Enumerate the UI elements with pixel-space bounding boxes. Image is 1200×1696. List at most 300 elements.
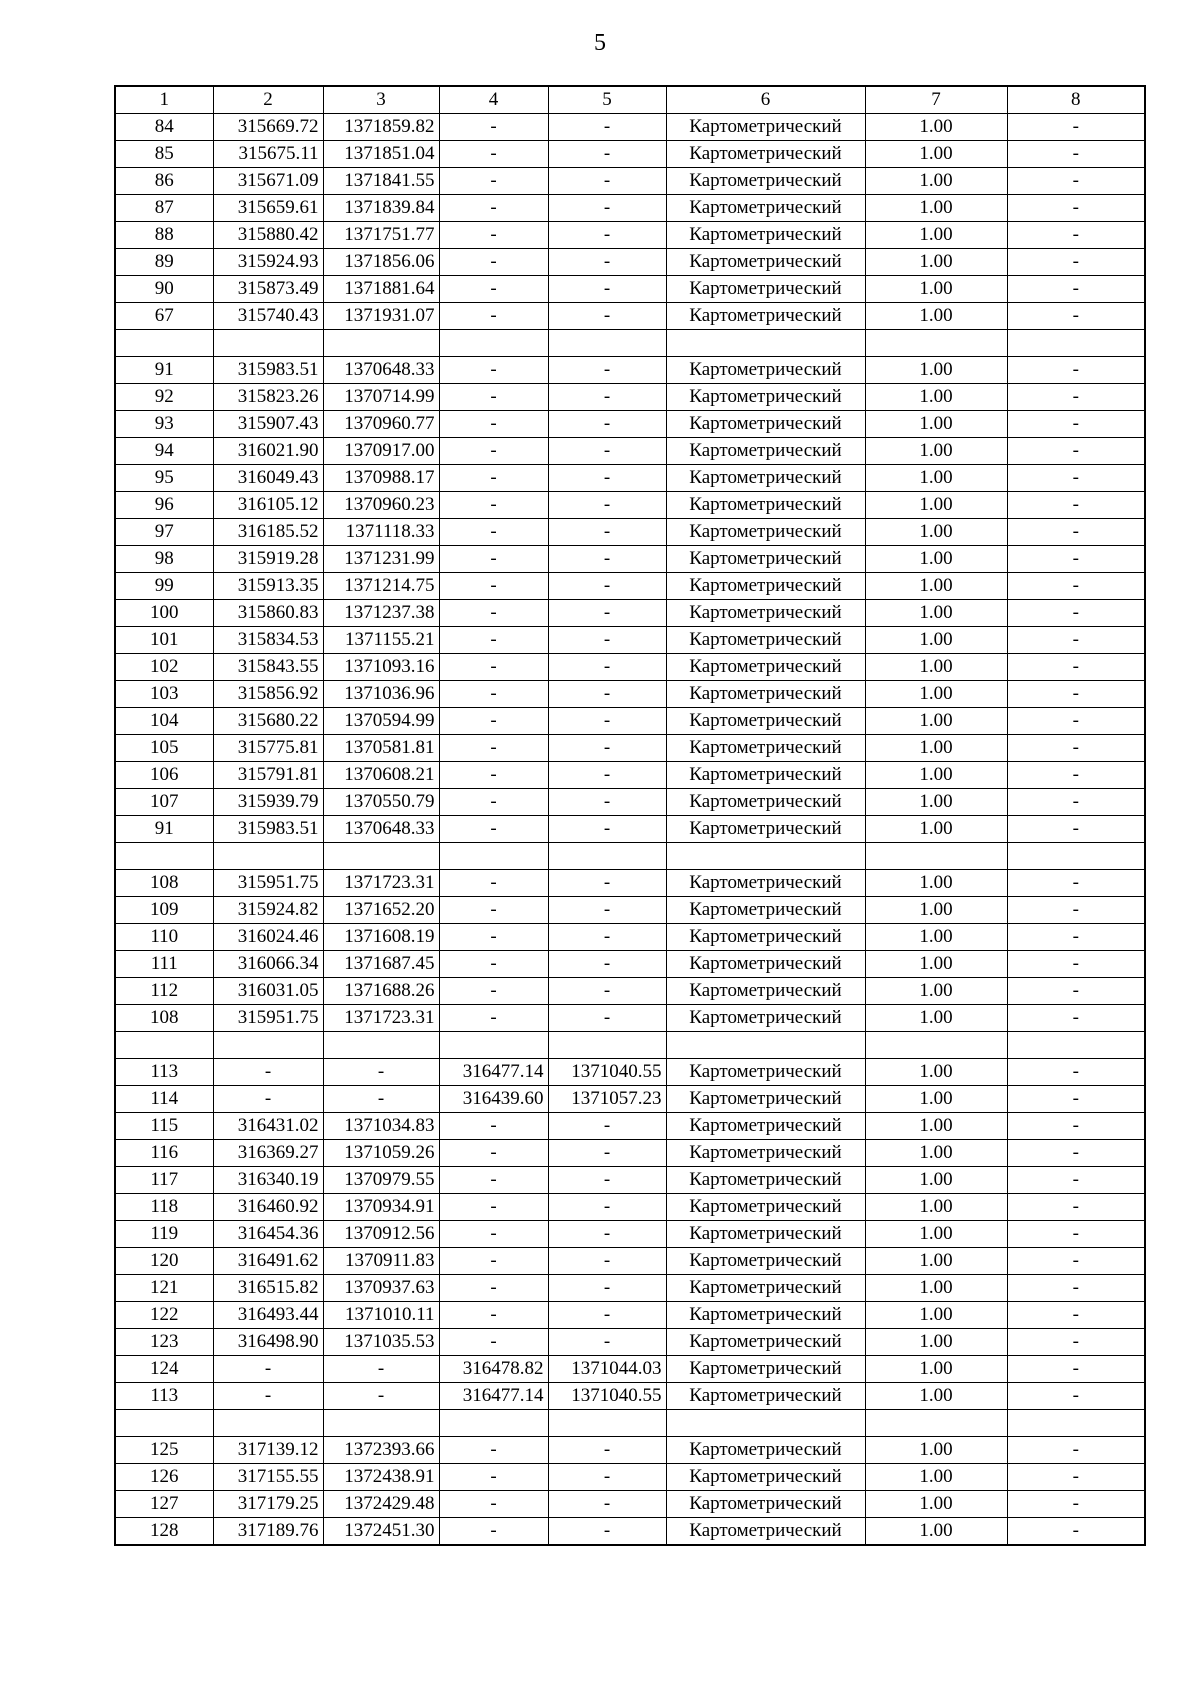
table-cell: 114 xyxy=(115,1086,213,1113)
table-cell: 1.00 xyxy=(865,789,1007,816)
table-cell: 316493.44 xyxy=(213,1302,323,1329)
table-cell: 315659.61 xyxy=(213,195,323,222)
table-cell: 118 xyxy=(115,1194,213,1221)
table-cell: 1371214.75 xyxy=(323,573,439,600)
table-cell: Картометрический xyxy=(666,249,865,276)
table-cell xyxy=(548,1410,666,1437)
table-cell xyxy=(1007,1032,1145,1059)
table-cell: 100 xyxy=(115,600,213,627)
table-cell: 101 xyxy=(115,627,213,654)
table-cell: - xyxy=(439,465,548,492)
table-row xyxy=(115,924,1145,951)
table-cell: 316340.19 xyxy=(213,1167,323,1194)
table-cell: - xyxy=(548,1248,666,1275)
separator-row xyxy=(115,843,1145,870)
table-cell: 1.00 xyxy=(865,384,1007,411)
table-cell: - xyxy=(1007,1248,1145,1275)
table-cell xyxy=(213,1410,323,1437)
table-cell: - xyxy=(1007,1518,1145,1546)
table-cell: 110 xyxy=(115,924,213,951)
table-row xyxy=(115,492,1145,519)
table-cell: 1370608.21 xyxy=(323,762,439,789)
table-cell: 1371036.96 xyxy=(323,681,439,708)
table-cell: - xyxy=(1007,1059,1145,1086)
table-cell: - xyxy=(439,546,548,573)
table-cell: Картометрический xyxy=(666,438,865,465)
table-cell: 316439.60 xyxy=(439,1086,548,1113)
table-cell: - xyxy=(439,195,548,222)
table-cell xyxy=(666,1032,865,1059)
table-cell: 1372393.66 xyxy=(323,1437,439,1464)
table-cell: 86 xyxy=(115,168,213,195)
table-cell xyxy=(1007,1410,1145,1437)
table-row xyxy=(115,303,1145,330)
table-cell xyxy=(548,1032,666,1059)
table-cell: 1.00 xyxy=(865,222,1007,249)
table-cell: 315823.26 xyxy=(213,384,323,411)
table-cell: 103 xyxy=(115,681,213,708)
table-row xyxy=(115,411,1145,438)
table-cell: 106 xyxy=(115,762,213,789)
table-cell: Картометрический xyxy=(666,600,865,627)
table-cell: Картометрический xyxy=(666,384,865,411)
table-cell: - xyxy=(439,411,548,438)
table-row xyxy=(115,600,1145,627)
separator-row xyxy=(115,330,1145,357)
table-row xyxy=(115,1437,1145,1464)
table-cell: - xyxy=(1007,1491,1145,1518)
table-cell: 316491.62 xyxy=(213,1248,323,1275)
table-row xyxy=(115,816,1145,843)
table-row xyxy=(115,519,1145,546)
table-cell: 117 xyxy=(115,1167,213,1194)
table-cell: 1371231.99 xyxy=(323,546,439,573)
table-cell: 93 xyxy=(115,411,213,438)
table-cell: 1.00 xyxy=(865,1518,1007,1546)
table-cell: 1.00 xyxy=(865,1302,1007,1329)
table-cell: 1372429.48 xyxy=(323,1491,439,1518)
table-cell xyxy=(115,1410,213,1437)
table-cell: 113 xyxy=(115,1383,213,1410)
table-cell: - xyxy=(1007,681,1145,708)
table-cell: 122 xyxy=(115,1302,213,1329)
table-cell: 1.00 xyxy=(865,627,1007,654)
table-cell: 1371010.11 xyxy=(323,1302,439,1329)
table-cell: Картометрический xyxy=(666,141,865,168)
table-cell: 1370988.17 xyxy=(323,465,439,492)
table-cell: Картометрический xyxy=(666,1275,865,1302)
table-cell: 1371237.38 xyxy=(323,600,439,627)
table-cell: Картометрический xyxy=(666,708,865,735)
table-cell: Картометрический xyxy=(666,1140,865,1167)
table-cell: - xyxy=(439,438,548,465)
table-cell: 113 xyxy=(115,1059,213,1086)
table-cell: 92 xyxy=(115,384,213,411)
table-cell xyxy=(323,330,439,357)
table-cell: 1.00 xyxy=(865,168,1007,195)
table-cell: - xyxy=(1007,1275,1145,1302)
table-cell: 1.00 xyxy=(865,1464,1007,1491)
table-cell: 1371751.77 xyxy=(323,222,439,249)
table-cell: - xyxy=(548,816,666,843)
table-cell: 315671.09 xyxy=(213,168,323,195)
table-cell: 128 xyxy=(115,1518,213,1546)
table-cell: 102 xyxy=(115,654,213,681)
table-cell: Картометрический xyxy=(666,870,865,897)
table-row xyxy=(115,357,1145,384)
table-cell: - xyxy=(1007,546,1145,573)
table-cell xyxy=(115,330,213,357)
table-cell: 87 xyxy=(115,195,213,222)
table-cell: Картометрический xyxy=(666,1059,865,1086)
table-cell: - xyxy=(439,1248,548,1275)
table-row xyxy=(115,1194,1145,1221)
table-cell: - xyxy=(439,924,548,951)
table-cell: - xyxy=(548,762,666,789)
table-cell: - xyxy=(548,1167,666,1194)
table-cell: 1.00 xyxy=(865,1005,1007,1032)
table-cell: - xyxy=(548,600,666,627)
table-cell: - xyxy=(548,384,666,411)
table-cell: 1371040.55 xyxy=(548,1059,666,1086)
table-cell: - xyxy=(1007,1194,1145,1221)
table-cell: - xyxy=(548,1437,666,1464)
table-row xyxy=(115,1005,1145,1032)
table-cell: Картометрический xyxy=(666,816,865,843)
table-cell: 1371723.31 xyxy=(323,1005,439,1032)
table-cell: 90 xyxy=(115,276,213,303)
table-cell xyxy=(439,330,548,357)
table-cell: 316049.43 xyxy=(213,465,323,492)
table-row xyxy=(115,951,1145,978)
table-row xyxy=(115,897,1145,924)
table-cell: Картометрический xyxy=(666,681,865,708)
table-cell: 315740.43 xyxy=(213,303,323,330)
table-cell: 316021.90 xyxy=(213,438,323,465)
table-cell: - xyxy=(548,438,666,465)
table-cell: - xyxy=(1007,1329,1145,1356)
table-cell: - xyxy=(548,708,666,735)
table-cell: Картометрический xyxy=(666,762,865,789)
table-cell xyxy=(213,330,323,357)
table-row xyxy=(115,1221,1145,1248)
table-cell: - xyxy=(439,1302,548,1329)
table-cell: - xyxy=(213,1059,323,1086)
table-cell: - xyxy=(548,681,666,708)
table-cell: 91 xyxy=(115,357,213,384)
table-cell: 1.00 xyxy=(865,1167,1007,1194)
table-cell: 315983.51 xyxy=(213,357,323,384)
table-cell: - xyxy=(439,654,548,681)
table-cell: - xyxy=(548,627,666,654)
table-cell: - xyxy=(439,1329,548,1356)
table-cell: Картометрический xyxy=(666,1005,865,1032)
table-cell: 111 xyxy=(115,951,213,978)
table-cell: Картометрический xyxy=(666,1167,865,1194)
table-cell: 84 xyxy=(115,114,213,141)
table-cell: 315939.79 xyxy=(213,789,323,816)
table-cell: - xyxy=(439,816,548,843)
table-cell: Картометрический xyxy=(666,1302,865,1329)
table-cell: 315775.81 xyxy=(213,735,323,762)
table-cell: Картометрический xyxy=(666,789,865,816)
table-cell: - xyxy=(1007,897,1145,924)
table-cell: - xyxy=(1007,1383,1145,1410)
table-cell: 317189.76 xyxy=(213,1518,323,1546)
table-row xyxy=(115,1059,1145,1086)
table-cell: - xyxy=(439,600,548,627)
table-cell: 1370648.33 xyxy=(323,357,439,384)
table-cell: Картометрический xyxy=(666,1464,865,1491)
table-row xyxy=(115,1248,1145,1275)
table-cell xyxy=(666,330,865,357)
table-body xyxy=(115,114,1145,1546)
table-cell: - xyxy=(439,978,548,1005)
table-cell xyxy=(865,843,1007,870)
table-cell: 94 xyxy=(115,438,213,465)
column-header-8: 8 xyxy=(1007,86,1145,114)
table-cell: 315856.92 xyxy=(213,681,323,708)
table-cell: 1371040.55 xyxy=(548,1383,666,1410)
table-cell: Картометрический xyxy=(666,978,865,1005)
table-cell: 97 xyxy=(115,519,213,546)
table-cell: - xyxy=(1007,600,1145,627)
table-cell: 96 xyxy=(115,492,213,519)
table-row xyxy=(115,276,1145,303)
table-cell: 1.00 xyxy=(865,951,1007,978)
table-cell: - xyxy=(1007,1113,1145,1140)
table-cell: - xyxy=(439,492,548,519)
table-cell: - xyxy=(1007,1005,1145,1032)
table-cell: 123 xyxy=(115,1329,213,1356)
table-row xyxy=(115,654,1145,681)
table-cell: 1371035.53 xyxy=(323,1329,439,1356)
table-cell: Картометрический xyxy=(666,168,865,195)
table-cell: 1.00 xyxy=(865,978,1007,1005)
table-cell: - xyxy=(548,1329,666,1356)
table-cell: - xyxy=(439,114,548,141)
table-cell: 315675.11 xyxy=(213,141,323,168)
table-cell: - xyxy=(439,384,548,411)
table-cell: 316185.52 xyxy=(213,519,323,546)
table-cell: - xyxy=(323,1356,439,1383)
table-cell: 1371057.23 xyxy=(548,1086,666,1113)
table-cell: 1.00 xyxy=(865,1356,1007,1383)
table-cell: - xyxy=(548,735,666,762)
table-cell: - xyxy=(548,114,666,141)
column-header-7: 7 xyxy=(865,86,1007,114)
table-cell: 1370714.99 xyxy=(323,384,439,411)
table-cell: - xyxy=(1007,978,1145,1005)
table-cell: - xyxy=(548,654,666,681)
table-cell: 1370937.63 xyxy=(323,1275,439,1302)
table-cell: - xyxy=(548,1194,666,1221)
table-cell: - xyxy=(548,1005,666,1032)
separator-row xyxy=(115,1032,1145,1059)
table-cell: 1.00 xyxy=(865,1194,1007,1221)
table-cell: 1370960.77 xyxy=(323,411,439,438)
table-cell: 316369.27 xyxy=(213,1140,323,1167)
table-cell xyxy=(548,330,666,357)
table-cell: - xyxy=(548,249,666,276)
table-cell: - xyxy=(323,1086,439,1113)
table-cell: - xyxy=(548,978,666,1005)
table-cell: - xyxy=(548,951,666,978)
table-cell: 85 xyxy=(115,141,213,168)
table-cell: Картометрический xyxy=(666,492,865,519)
table-cell: 1.00 xyxy=(865,1221,1007,1248)
table-cell: 1.00 xyxy=(865,1248,1007,1275)
table-cell: 1370550.79 xyxy=(323,789,439,816)
table-cell: - xyxy=(1007,195,1145,222)
table-cell: 107 xyxy=(115,789,213,816)
table-cell: - xyxy=(548,1464,666,1491)
table-cell: 109 xyxy=(115,897,213,924)
column-header-1: 1 xyxy=(115,86,213,114)
table-cell: 316477.14 xyxy=(439,1383,548,1410)
table-cell: - xyxy=(439,519,548,546)
table-cell: Картометрический xyxy=(666,1194,865,1221)
table-cell: 1370911.83 xyxy=(323,1248,439,1275)
table-cell xyxy=(439,843,548,870)
table-cell: 124 xyxy=(115,1356,213,1383)
table-cell: Картометрический xyxy=(666,1356,865,1383)
table-cell: 1.00 xyxy=(865,1086,1007,1113)
table-cell: 1.00 xyxy=(865,654,1007,681)
table-row xyxy=(115,573,1145,600)
table-cell: - xyxy=(1007,465,1145,492)
table-cell: 1372438.91 xyxy=(323,1464,439,1491)
table-cell: - xyxy=(1007,573,1145,600)
table-cell: - xyxy=(1007,303,1145,330)
table-cell: 315919.28 xyxy=(213,546,323,573)
table-cell: 1370917.00 xyxy=(323,438,439,465)
table-cell: Картометрический xyxy=(666,546,865,573)
table-cell: 1371608.19 xyxy=(323,924,439,951)
table-cell: 1.00 xyxy=(865,1437,1007,1464)
table-cell xyxy=(865,1410,1007,1437)
page-number: 5 xyxy=(594,30,606,56)
table-cell: - xyxy=(439,627,548,654)
table-cell: 127 xyxy=(115,1491,213,1518)
table-cell: Картометрический xyxy=(666,303,865,330)
table-cell: - xyxy=(548,465,666,492)
table-cell: 315843.55 xyxy=(213,654,323,681)
table-row xyxy=(115,1113,1145,1140)
table-cell: 316478.82 xyxy=(439,1356,548,1383)
table-cell xyxy=(323,1032,439,1059)
table-cell: 126 xyxy=(115,1464,213,1491)
table-cell: 317179.25 xyxy=(213,1491,323,1518)
table-cell: 1.00 xyxy=(865,924,1007,951)
table-cell: - xyxy=(439,573,548,600)
table-cell: 1.00 xyxy=(865,1383,1007,1410)
table-cell: Картометрический xyxy=(666,573,865,600)
table-cell: 317155.55 xyxy=(213,1464,323,1491)
table-cell: 315880.42 xyxy=(213,222,323,249)
table-row xyxy=(115,465,1145,492)
table-cell: 1371851.04 xyxy=(323,141,439,168)
table-cell: - xyxy=(1007,762,1145,789)
table-cell: 316515.82 xyxy=(213,1275,323,1302)
table-cell: - xyxy=(548,789,666,816)
table-cell: - xyxy=(1007,1140,1145,1167)
table-cell: 1.00 xyxy=(865,708,1007,735)
table-cell: 1370979.55 xyxy=(323,1167,439,1194)
table-cell: 1.00 xyxy=(865,303,1007,330)
table-cell: - xyxy=(439,1194,548,1221)
table-cell: 1371652.20 xyxy=(323,897,439,924)
table-cell: 98 xyxy=(115,546,213,573)
table-cell: 1.00 xyxy=(865,1113,1007,1140)
table-cell: 1.00 xyxy=(865,519,1007,546)
table-cell: 1.00 xyxy=(865,897,1007,924)
table-cell: - xyxy=(1007,1437,1145,1464)
table-cell: Картометрический xyxy=(666,276,865,303)
table-cell: 108 xyxy=(115,870,213,897)
table-cell: 315669.72 xyxy=(213,114,323,141)
table-cell: - xyxy=(439,1275,548,1302)
table-row xyxy=(115,1464,1145,1491)
table-row xyxy=(115,978,1145,1005)
table-cell: Картометрический xyxy=(666,735,865,762)
table-cell: 125 xyxy=(115,1437,213,1464)
table-cell: 316431.02 xyxy=(213,1113,323,1140)
column-header-2: 2 xyxy=(213,86,323,114)
table-cell: - xyxy=(439,1113,548,1140)
table-cell: 1.00 xyxy=(865,1491,1007,1518)
table-cell: - xyxy=(1007,789,1145,816)
table-cell: - xyxy=(1007,735,1145,762)
table-cell: - xyxy=(548,573,666,600)
separator-row xyxy=(115,1410,1145,1437)
table-cell: - xyxy=(548,897,666,924)
table-cell: 1.00 xyxy=(865,573,1007,600)
table-cell: - xyxy=(548,357,666,384)
table-cell: 1371881.64 xyxy=(323,276,439,303)
table-cell xyxy=(213,1032,323,1059)
table-row xyxy=(115,195,1145,222)
table-cell: - xyxy=(548,1518,666,1546)
table-cell: 316477.14 xyxy=(439,1059,548,1086)
table-cell: - xyxy=(548,870,666,897)
table-cell xyxy=(548,843,666,870)
table-cell: - xyxy=(1007,276,1145,303)
table-cell xyxy=(865,1032,1007,1059)
table-cell: 315913.35 xyxy=(213,573,323,600)
table-cell: 105 xyxy=(115,735,213,762)
table-cell: Картометрический xyxy=(666,654,865,681)
table-cell: 88 xyxy=(115,222,213,249)
table-cell: Картометрический xyxy=(666,519,865,546)
table-cell xyxy=(666,843,865,870)
table-cell: - xyxy=(1007,1302,1145,1329)
table-row xyxy=(115,1329,1145,1356)
table-cell: - xyxy=(548,924,666,951)
table-cell: - xyxy=(548,1113,666,1140)
table-cell: - xyxy=(439,789,548,816)
table-cell: 1371856.06 xyxy=(323,249,439,276)
table-cell xyxy=(115,843,213,870)
table-cell: Картометрический xyxy=(666,951,865,978)
table-cell xyxy=(865,330,1007,357)
table-row xyxy=(115,870,1145,897)
column-header-3: 3 xyxy=(323,86,439,114)
table-cell: - xyxy=(1007,654,1145,681)
table-cell: 317139.12 xyxy=(213,1437,323,1464)
table-cell: 1372451.30 xyxy=(323,1518,439,1546)
table-cell: 1371059.26 xyxy=(323,1140,439,1167)
